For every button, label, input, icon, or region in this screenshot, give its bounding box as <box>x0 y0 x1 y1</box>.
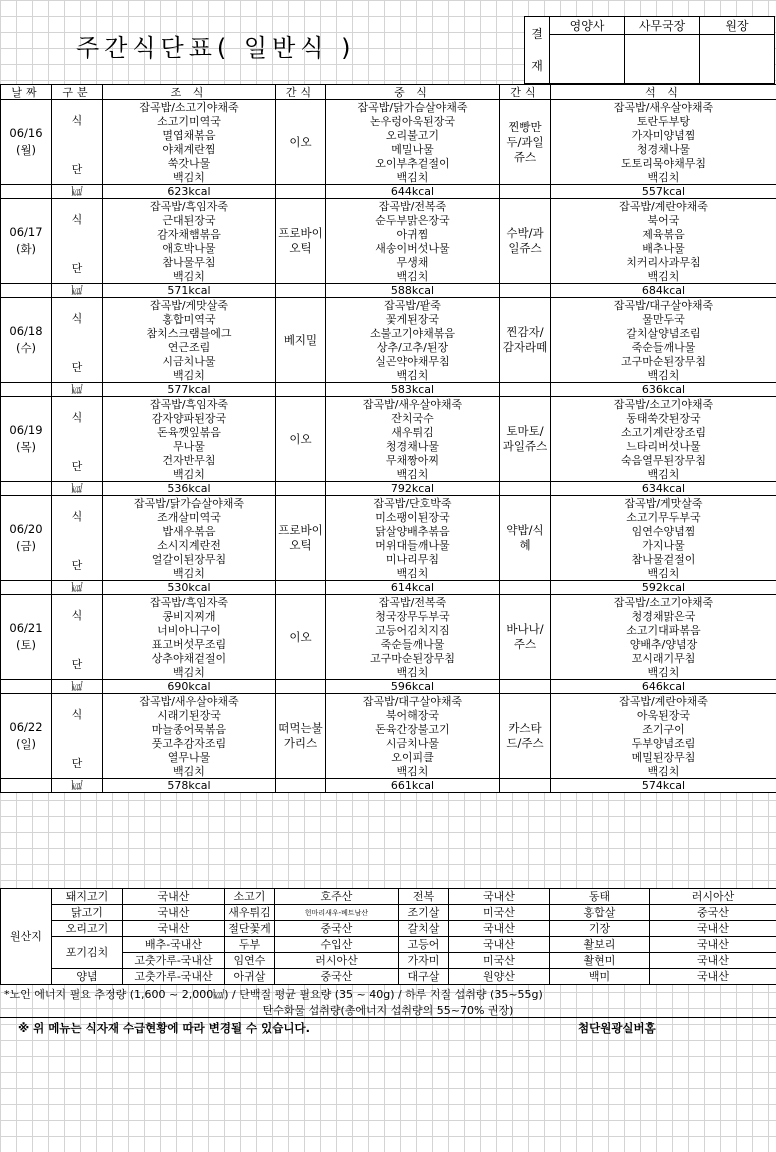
origin-table: 원산지 돼지고기 국내산 소고기 호주산 전복 국내산 동태 러시아산 닭고기 국내산 새우튀김 헌마리새우-베트남산 조기살 미국산 홍합살 중국산 오리고기 국내산 절단꽃게 중국산 갈치살 국내산 기장 국내산 포기김치 배추-국내산 두부 수입산 고등어 국내산 촬보리 국내산 고춧가루-국내산 임연수 러시아산 가자미 미국산 촬현미 국내산 양념 고춧가루-국내산 아귀살 중국산 대구살 원양산 백미 국내산 <box>0 888 776 985</box>
dinner-item: 갈치살양념조림 <box>551 326 776 340</box>
approval-role-director: 원장 <box>700 17 775 35</box>
menu-row <box>1 170 776 185</box>
signature-cell[interactable] <box>550 35 625 84</box>
menu-date: 06/20 (금) <box>1 496 52 581</box>
breakfast-item: 밥새우볶음 <box>103 524 276 538</box>
breakfast-item: 백김치 <box>103 764 276 779</box>
dinner-item: 숙음열무된장무침 <box>551 453 776 467</box>
menu-row <box>1 425 776 439</box>
page-title: 주간식단표( 일반식 ) <box>76 34 356 62</box>
breakfast-item: 백김치 <box>103 269 276 284</box>
breakfast-item: 무나물 <box>103 439 276 453</box>
breakfast-item: 콩비지찌개 <box>103 609 276 623</box>
signature-cell[interactable] <box>700 35 775 84</box>
kcal-row <box>1 185 776 199</box>
menu-row <box>1 609 776 623</box>
lunch-item: 오리불고기 <box>326 128 500 142</box>
menu-row <box>1 623 776 637</box>
dinner-item: 백김치 <box>551 368 776 383</box>
lunch-item: 고등어김치지짐 <box>326 623 500 637</box>
kcal-label: ㎉ <box>52 284 103 298</box>
lunch-kcal: 583kcal <box>326 383 500 397</box>
lunch-item: 머위대들깨나물 <box>326 538 500 552</box>
kcal-label: ㎉ <box>52 185 103 199</box>
breakfast-kcal: 536kcal <box>103 482 276 496</box>
breakfast-item: 야채계란찜 <box>103 142 276 156</box>
lunch-item: 백김치 <box>326 467 500 482</box>
dinner-item: 조기구이 <box>551 722 776 736</box>
menu-row <box>1 397 776 412</box>
menu-category: 식 단 <box>52 496 103 581</box>
menu-row <box>1 566 776 581</box>
kcal-spacer <box>500 779 551 793</box>
dinner-item: 임연수양념찜 <box>551 524 776 538</box>
header-snack: 간식 <box>500 85 551 100</box>
dinner-item: 도토리묵야채무침 <box>551 156 776 170</box>
lunch-item: 청경채나물 <box>326 439 500 453</box>
menu-row <box>1 227 776 241</box>
lunch-item: 백김치 <box>326 665 500 680</box>
breakfast-item: 잡곡밥/흑임자죽 <box>103 397 276 412</box>
menu-row <box>1 128 776 142</box>
dinner-item: 동태쑥갓된장국 <box>551 411 776 425</box>
menu-category: 식 단 <box>52 595 103 680</box>
breakfast-item: 얼갈이된장무침 <box>103 552 276 566</box>
approval-label: 결 재 <box>525 17 550 84</box>
origin-label: 원산지 <box>1 889 52 985</box>
dinner-item: 잡곡밥/게맛살죽 <box>551 496 776 511</box>
lunch-item: 잡곡밥/전복죽 <box>326 199 500 214</box>
kcal-label: ㎉ <box>52 383 103 397</box>
signature-cell[interactable] <box>625 35 700 84</box>
menu-row <box>1 269 776 284</box>
lunch-item: 오이피클 <box>326 750 500 764</box>
kcal-label: ㎉ <box>52 581 103 595</box>
snack-item: 베지밀 <box>276 298 326 383</box>
kcal-spacer <box>500 680 551 694</box>
menu-category: 식 단 <box>52 100 103 185</box>
kcal-spacer <box>1 581 52 595</box>
dinner-item: 북어국 <box>551 213 776 227</box>
snack-item: 약밥/식혜 <box>500 496 551 581</box>
dinner-kcal: 646kcal <box>551 680 776 694</box>
dinner-item: 잡곡밥/대구살야채죽 <box>551 298 776 313</box>
lunch-kcal: 614kcal <box>326 581 500 595</box>
dinner-item: 배추나물 <box>551 241 776 255</box>
kcal-row <box>1 482 776 496</box>
lunch-item: 꽃게된장국 <box>326 312 500 326</box>
nutrition-note: *노인 에너지 필요 추정량 (1,600 ~ 2,000㎉) / 단백질 평균 필요량 (35 ~ 40g) / 하루 지질 섭취량 (35~55g) <box>4 988 543 1001</box>
lunch-item: 상추/고추/된장 <box>326 340 500 354</box>
lunch-item: 돈육간장불고기 <box>326 722 500 736</box>
snack-item: 수박/과일쥬스 <box>500 199 551 284</box>
dinner-item: 느타리버섯나물 <box>551 439 776 453</box>
breakfast-item: 소시지계란전 <box>103 538 276 552</box>
breakfast-item: 백김치 <box>103 566 276 581</box>
breakfast-item: 홍합미역국 <box>103 312 276 326</box>
weekly-menu-table <box>0 84 776 793</box>
dinner-item: 소고기무두부국 <box>551 510 776 524</box>
breakfast-kcal: 690kcal <box>103 680 276 694</box>
lunch-kcal: 661kcal <box>326 779 500 793</box>
breakfast-kcal: 578kcal <box>103 779 276 793</box>
snack-item: 이오 <box>276 100 326 185</box>
lunch-item: 무생채 <box>326 255 500 269</box>
header-category: 구분 <box>52 85 103 100</box>
header-dinner: 석 식 <box>551 85 776 100</box>
breakfast-item: 쑥갓나물 <box>103 156 276 170</box>
dinner-item: 청경채나물 <box>551 142 776 156</box>
menu-category: 식 단 <box>52 199 103 284</box>
menu-date: 06/17 (화) <box>1 199 52 284</box>
menu-row <box>1 241 776 255</box>
menu-date: 06/21 (토) <box>1 595 52 680</box>
snack-item: 이오 <box>276 595 326 680</box>
menu-row <box>1 326 776 340</box>
lunch-kcal: 792kcal <box>326 482 500 496</box>
menu-row <box>1 100 776 115</box>
menu-row <box>1 467 776 482</box>
breakfast-item: 백김치 <box>103 170 276 185</box>
lunch-item: 오이부추겉절이 <box>326 156 500 170</box>
organization-name: 첨단원광실버홈 <box>578 1021 656 1035</box>
kcal-spacer <box>1 482 52 496</box>
menu-date: 06/19 (목) <box>1 397 52 482</box>
lunch-item: 잡곡밥/팥죽 <box>326 298 500 313</box>
lunch-item: 아귀찜 <box>326 227 500 241</box>
lunch-item: 새우튀김 <box>326 425 500 439</box>
snack-item: 바나나/주스 <box>500 595 551 680</box>
breakfast-item: 너비아니구이 <box>103 623 276 637</box>
menu-row <box>1 114 776 128</box>
lunch-item: 잡곡밥/전복죽 <box>326 595 500 610</box>
menu-row <box>1 368 776 383</box>
lunch-item: 미나리무침 <box>326 552 500 566</box>
breakfast-item: 돈육깻잎볶음 <box>103 425 276 439</box>
breakfast-item: 멸엽채볶음 <box>103 128 276 142</box>
menu-row <box>1 637 776 651</box>
breakfast-item: 참치스크램블에그 <box>103 326 276 340</box>
breakfast-item: 상추야채겉절이 <box>103 651 276 665</box>
breakfast-item: 근대된장국 <box>103 213 276 227</box>
menu-row <box>1 750 776 764</box>
kcal-spacer <box>500 383 551 397</box>
lunch-item: 백김치 <box>326 269 500 284</box>
header-date: 날짜 <box>1 85 52 100</box>
dinner-item: 참나물겉절이 <box>551 552 776 566</box>
lunch-item: 잡곡밥/단호박죽 <box>326 496 500 511</box>
breakfast-item: 열무나물 <box>103 750 276 764</box>
dinner-item: 제육볶음 <box>551 227 776 241</box>
kcal-row <box>1 779 776 793</box>
lunch-item: 미소팽이된장국 <box>326 510 500 524</box>
menu-date: 06/22 (일) <box>1 694 52 779</box>
lunch-item: 닭살양배추볶음 <box>326 524 500 538</box>
dinner-item: 잡곡밥/소고기야채죽 <box>551 397 776 412</box>
lunch-item: 순두부맑은장국 <box>326 213 500 227</box>
dinner-kcal: 592kcal <box>551 581 776 595</box>
kcal-spacer <box>500 482 551 496</box>
dinner-item: 아욱된장국 <box>551 708 776 722</box>
dinner-item: 잡곡밥/계란야채죽 <box>551 694 776 709</box>
dinner-item: 백김치 <box>551 665 776 680</box>
kcal-label: ㎉ <box>52 482 103 496</box>
breakfast-item: 감자양파된장국 <box>103 411 276 425</box>
kcal-label: ㎉ <box>52 779 103 793</box>
dinner-item: 양배추/양념장 <box>551 637 776 651</box>
header-snack: 간식 <box>276 85 326 100</box>
menu-row <box>1 552 776 566</box>
dinner-item: 백김치 <box>551 170 776 185</box>
breakfast-item: 시래기된장국 <box>103 708 276 722</box>
menu-row <box>1 665 776 680</box>
breakfast-kcal: 623kcal <box>103 185 276 199</box>
breakfast-item: 표고버섯무조림 <box>103 637 276 651</box>
menu-row <box>1 708 776 722</box>
kcal-spacer <box>276 680 326 694</box>
kcal-spacer <box>276 779 326 793</box>
lunch-item: 청국장무두부국 <box>326 609 500 623</box>
dinner-item: 메밀된장무침 <box>551 750 776 764</box>
snack-item: 토마토/과일쥬스 <box>500 397 551 482</box>
breakfast-item: 건자반무침 <box>103 453 276 467</box>
menu-row <box>1 651 776 665</box>
kcal-spacer <box>500 581 551 595</box>
kcal-label: ㎉ <box>52 680 103 694</box>
menu-category: 식 단 <box>52 298 103 383</box>
dinner-item: 토란두부탕 <box>551 114 776 128</box>
dinner-item: 물만두국 <box>551 312 776 326</box>
breakfast-kcal: 577kcal <box>103 383 276 397</box>
breakfast-item: 소고기미역국 <box>103 114 276 128</box>
menu-row <box>1 736 776 750</box>
breakfast-kcal: 530kcal <box>103 581 276 595</box>
snack-item: 프로바이오틱 <box>276 496 326 581</box>
menu-row <box>1 354 776 368</box>
lunch-item: 잡곡밥/대구살야채죽 <box>326 694 500 709</box>
menu-category: 식 단 <box>52 397 103 482</box>
lunch-kcal: 588kcal <box>326 284 500 298</box>
dinner-item: 백김치 <box>551 764 776 779</box>
menu-row <box>1 453 776 467</box>
header-breakfast: 조 식 <box>103 85 276 100</box>
dinner-kcal: 636kcal <box>551 383 776 397</box>
kcal-spacer <box>1 680 52 694</box>
origin-kimchi-label: 포기김치 <box>52 937 123 969</box>
menu-row <box>1 213 776 227</box>
menu-row <box>1 595 776 610</box>
kcal-spacer <box>1 284 52 298</box>
dinner-item: 꼬시래기무침 <box>551 651 776 665</box>
lunch-item: 백김치 <box>326 170 500 185</box>
breakfast-item: 잡곡밥/흑임자죽 <box>103 595 276 610</box>
breakfast-item: 잡곡밥/새우살야채죽 <box>103 694 276 709</box>
dinner-item: 죽순들깨나물 <box>551 340 776 354</box>
dinner-item: 치커리사과무침 <box>551 255 776 269</box>
snack-item: 찐빵만두/과일쥬스 <box>500 100 551 185</box>
menu-row <box>1 510 776 524</box>
breakfast-kcal: 571kcal <box>103 284 276 298</box>
menu-row <box>1 156 776 170</box>
menu-row <box>1 722 776 736</box>
menu-category: 식 단 <box>52 694 103 779</box>
dinner-item: 가자미양념찜 <box>551 128 776 142</box>
lunch-item: 논우렁아욱된장국 <box>326 114 500 128</box>
menu-row <box>1 764 776 779</box>
kcal-spacer <box>276 383 326 397</box>
breakfast-item: 감자채햄볶음 <box>103 227 276 241</box>
dinner-item: 청경채맑은국 <box>551 609 776 623</box>
dinner-item: 두부양념조림 <box>551 736 776 750</box>
lunch-item: 실곤약야채무침 <box>326 354 500 368</box>
dinner-item: 소고기대파볶음 <box>551 623 776 637</box>
kcal-spacer <box>500 284 551 298</box>
lunch-item: 북어해장국 <box>326 708 500 722</box>
lunch-item: 시금치나물 <box>326 736 500 750</box>
menu-row <box>1 312 776 326</box>
breakfast-item: 잡곡밥/소고기야채죽 <box>103 100 276 115</box>
kcal-spacer <box>276 581 326 595</box>
snack-item: 카스타드/주스 <box>500 694 551 779</box>
approval-role-manager: 사무국장 <box>625 17 700 35</box>
approval-box <box>524 16 775 84</box>
dinner-item: 소고기계란장조림 <box>551 425 776 439</box>
lunch-item: 백김치 <box>326 764 500 779</box>
dinner-item: 가지나물 <box>551 538 776 552</box>
kcal-spacer <box>500 185 551 199</box>
lunch-kcal: 596kcal <box>326 680 500 694</box>
breakfast-item: 잡곡밥/닭가슴살야채죽 <box>103 496 276 511</box>
lunch-kcal: 644kcal <box>326 185 500 199</box>
menu-row <box>1 694 776 709</box>
lunch-item: 메밀나물 <box>326 142 500 156</box>
menu-row <box>1 439 776 453</box>
menu-row <box>1 538 776 552</box>
approval-role-dietitian: 영양사 <box>550 17 625 35</box>
change-notice: ※ 위 메뉴는 식자재 수급현황에 따라 변경될 수 있습니다. <box>18 1021 310 1035</box>
lunch-item: 죽순들깨나물 <box>326 637 500 651</box>
kcal-spacer <box>276 482 326 496</box>
dinner-kcal: 684kcal <box>551 284 776 298</box>
lunch-item: 백김치 <box>326 368 500 383</box>
breakfast-item: 참나물무침 <box>103 255 276 269</box>
kcal-spacer <box>1 383 52 397</box>
lunch-item: 잡곡밥/닭가슴살야채죽 <box>326 100 500 115</box>
breakfast-item: 잡곡밥/게맛살죽 <box>103 298 276 313</box>
breakfast-item: 잡곡밥/흑임자죽 <box>103 199 276 214</box>
menu-row <box>1 142 776 156</box>
breakfast-item: 백김치 <box>103 665 276 680</box>
breakfast-item: 마늘종어묵볶음 <box>103 722 276 736</box>
dinner-item: 백김치 <box>551 467 776 482</box>
menu-row <box>1 255 776 269</box>
dinner-kcal: 634kcal <box>551 482 776 496</box>
lunch-item: 소불고기야채볶음 <box>326 326 500 340</box>
kcal-spacer <box>1 779 52 793</box>
dinner-item: 잡곡밥/소고기야채죽 <box>551 595 776 610</box>
lunch-item: 잔치국수 <box>326 411 500 425</box>
kcal-row <box>1 581 776 595</box>
lunch-item: 무채짱아찌 <box>326 453 500 467</box>
menu-row <box>1 199 776 214</box>
snack-item: 찐감자/감자라떼 <box>500 298 551 383</box>
snack-item: 프로바이오틱 <box>276 199 326 284</box>
kcal-spacer <box>276 284 326 298</box>
dinner-item: 백김치 <box>551 269 776 284</box>
divider <box>0 1017 776 1018</box>
lunch-item: 새송이버섯나물 <box>326 241 500 255</box>
breakfast-item: 백김치 <box>103 467 276 482</box>
menu-row <box>1 524 776 538</box>
kcal-row <box>1 383 776 397</box>
menu-row <box>1 340 776 354</box>
dinner-kcal: 557kcal <box>551 185 776 199</box>
header-lunch: 중 식 <box>326 85 500 100</box>
dinner-item: 잡곡밥/새우살야채죽 <box>551 100 776 115</box>
breakfast-item: 백김치 <box>103 368 276 383</box>
dinner-kcal: 574kcal <box>551 779 776 793</box>
menu-date: 06/18 (수) <box>1 298 52 383</box>
breakfast-item: 연근조림 <box>103 340 276 354</box>
breakfast-item: 애호박나물 <box>103 241 276 255</box>
menu-row <box>1 411 776 425</box>
breakfast-item: 조개살미역국 <box>103 510 276 524</box>
dinner-item: 고구마순된장무침 <box>551 354 776 368</box>
menu-row <box>1 298 776 313</box>
lunch-item: 백김치 <box>326 566 500 581</box>
breakfast-item: 풋고추감자조림 <box>103 736 276 750</box>
breakfast-item: 시금치나물 <box>103 354 276 368</box>
carbohydrate-note: 탄수화물 섭취량(총에너지 섭취량의 55~70% 권장) <box>262 1004 514 1017</box>
snack-item: 떠먹는불가리스 <box>276 694 326 779</box>
dinner-item: 잡곡밥/계란야채죽 <box>551 199 776 214</box>
menu-date: 06/16 (월) <box>1 100 52 185</box>
kcal-row <box>1 284 776 298</box>
menu-row <box>1 496 776 511</box>
kcal-spacer <box>1 185 52 199</box>
kcal-spacer <box>276 185 326 199</box>
lunch-item: 잡곡밥/새우살야채죽 <box>326 397 500 412</box>
lunch-item: 고구마순된장무침 <box>326 651 500 665</box>
dinner-item: 백김치 <box>551 566 776 581</box>
snack-item: 이오 <box>276 397 326 482</box>
kcal-row <box>1 680 776 694</box>
